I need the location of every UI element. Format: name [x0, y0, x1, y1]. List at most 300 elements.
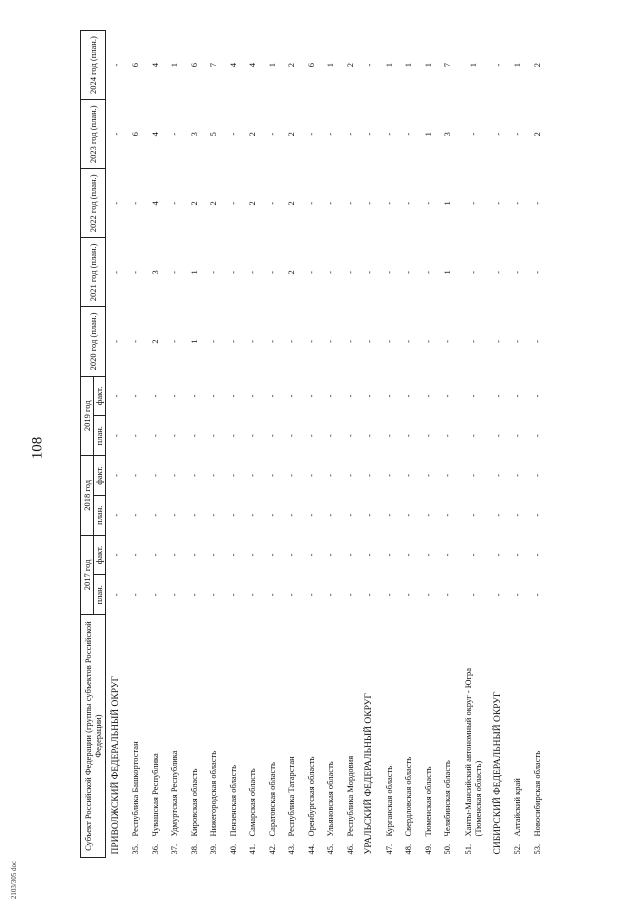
value-cell: - [422, 340, 433, 343]
value-cell: - [364, 63, 375, 67]
value-cell: 7 [442, 62, 453, 68]
subject-name: Курганская область [383, 765, 394, 837]
table-row [508, 31, 528, 858]
value-cell: - [325, 394, 336, 398]
value-cell: - [169, 201, 180, 205]
value-cell: - [130, 513, 141, 517]
value-cell: - [325, 434, 336, 438]
row-number: 39. [208, 843, 219, 855]
row-number: 35. [130, 843, 141, 855]
row-number: 44. [305, 843, 316, 855]
subject-column-header: Субъект Российской Федерации (группы субъектов Российской Федерации) [81, 615, 106, 858]
value-cell: - [531, 474, 542, 477]
value-cell: - [531, 434, 542, 438]
value-cell: - [266, 340, 277, 343]
value-cell: - [266, 434, 277, 438]
value-cell: - [110, 340, 121, 343]
table-row [379, 31, 399, 858]
value-cell: - [208, 270, 219, 274]
value-cell: - [403, 394, 414, 398]
value-cell: - [286, 513, 297, 517]
value-cell: - [130, 201, 141, 205]
value-cell: - [325, 270, 336, 274]
subject-name-cell [508, 615, 528, 858]
value-cell: - [110, 270, 121, 274]
value-cell: - [467, 394, 478, 398]
value-cell: - [403, 553, 414, 557]
value-cell: - [227, 201, 238, 205]
value-cell: - [130, 553, 141, 557]
year-header-2020: 2020 год (план.) [81, 307, 106, 376]
value-cell: - [130, 593, 141, 597]
row-number: 47. [383, 843, 394, 855]
value-cell: - [325, 513, 336, 517]
value-cell: 4 [247, 62, 258, 68]
subject-name: Самарская область [247, 768, 258, 837]
table-row [301, 31, 321, 858]
value-cell: - [422, 593, 433, 597]
value-cell: - [227, 593, 238, 597]
subject-name-cell [340, 615, 360, 858]
value-cell: - [383, 474, 394, 477]
table-container [80, 30, 620, 858]
value-cell: - [266, 270, 277, 274]
value-cell: - [325, 553, 336, 557]
subject-name: Республика Мордовия [344, 755, 355, 837]
value-cell: - [286, 593, 297, 597]
value-cell: - [247, 593, 258, 597]
subject-name-cell [223, 615, 243, 858]
subject-name-cell [262, 615, 282, 858]
subject-name-cell [379, 615, 399, 858]
value-cell: - [442, 434, 453, 438]
value-cell: - [305, 513, 316, 517]
value-cell: - [110, 474, 121, 477]
value-cell: - [247, 394, 258, 398]
value-cell: - [227, 132, 238, 136]
value-cell: - [383, 201, 394, 205]
value-cell: - [383, 340, 394, 343]
value-cell: - [149, 474, 160, 477]
value-cell: 1 [442, 270, 453, 275]
subject-name: Тюменская область [422, 766, 433, 837]
value-cell: - [169, 474, 180, 477]
value-cell: - [169, 513, 180, 517]
value-cell: - [467, 270, 478, 274]
value-cell: - [325, 340, 336, 343]
value-cell: - [110, 394, 121, 398]
value-cell: 2 [149, 339, 160, 344]
value-cell: - [422, 270, 433, 274]
value-cell: - [325, 593, 336, 597]
value-cell: - [305, 474, 316, 477]
value-cell: - [227, 434, 238, 438]
year-header-2017: 2017 год [81, 535, 94, 615]
value-cell: - [422, 553, 433, 557]
value-cell: - [512, 434, 523, 438]
value-cell: - [110, 201, 121, 205]
value-cell: - [227, 513, 238, 517]
value-cell: 1 [422, 132, 433, 137]
value-cell: - [467, 593, 478, 597]
value-cell: - [403, 513, 414, 517]
value-cell: - [130, 434, 141, 438]
value-cell: 3 [149, 270, 160, 275]
value-cell: - [305, 201, 316, 205]
value-cell: - [383, 270, 394, 274]
subject-name: Нижегородская область [208, 750, 219, 837]
value-cell: - [364, 270, 375, 274]
value-cell: - [247, 270, 258, 274]
subject-name: Челябинская область [442, 760, 453, 837]
value-cell: - [492, 201, 503, 205]
table-row [457, 31, 488, 858]
value-cell: - [286, 434, 297, 438]
value-cell: 1 [383, 62, 394, 68]
value-cell: - [344, 513, 355, 517]
value-cell: - [383, 513, 394, 517]
value-cell: 4 [227, 62, 238, 68]
table-row [262, 31, 282, 858]
subject-name: Ульяновская область [325, 761, 336, 837]
value-cell: - [512, 340, 523, 343]
value-cell: - [492, 513, 503, 517]
value-cell: - [442, 593, 453, 597]
value-cell: - [266, 513, 277, 517]
subject-name-cell [126, 615, 146, 858]
subject-name-cell [438, 615, 458, 858]
value-cell: - [492, 474, 503, 477]
year-header-2023: 2023 год (план.) [81, 100, 106, 169]
row-number: 46. [344, 843, 355, 855]
value-cell: - [422, 513, 433, 517]
table-body [106, 31, 547, 858]
value-cell: - [442, 394, 453, 398]
value-cell: - [344, 340, 355, 343]
subject-name-cell [527, 615, 547, 858]
row-number: 51. [462, 843, 473, 855]
district-row [488, 31, 508, 858]
value-cell: - [169, 434, 180, 438]
value-cell: - [149, 513, 160, 517]
value-cell: 1 [512, 62, 523, 68]
value-cell: - [305, 553, 316, 557]
value-cell: - [403, 132, 414, 136]
value-cell: 3 [188, 132, 199, 137]
row-number: 43. [286, 843, 297, 855]
value-cell: 2 [286, 132, 297, 137]
value-cell: 6 [188, 62, 199, 68]
value-cell: - [467, 201, 478, 205]
table-row [340, 31, 360, 858]
row-number: 42. [266, 843, 277, 855]
value-cell: - [531, 553, 542, 557]
value-cell: - [286, 474, 297, 477]
value-cell: 6 [130, 62, 141, 68]
value-cell: - [364, 394, 375, 398]
value-cell: - [492, 63, 503, 67]
value-cell: - [266, 132, 277, 136]
subject-name: Новосибирская область [531, 750, 542, 837]
table-row [321, 31, 341, 858]
value-cell: - [286, 553, 297, 557]
value-cell: - [531, 201, 542, 205]
value-cell: - [149, 394, 160, 398]
subject-name-cell [488, 615, 508, 858]
value-cell: 2 [247, 132, 258, 137]
value-cell: - [383, 434, 394, 438]
value-cell: 2 [208, 201, 219, 206]
value-cell: 1 [422, 62, 433, 68]
table-row [418, 31, 438, 858]
subject-name: УРАЛЬСКИЙ ФЕДЕРАЛЬНЫЙ ОКРУГ [364, 693, 375, 855]
value-cell: - [169, 270, 180, 274]
value-cell: - [208, 593, 219, 597]
value-cell: - [110, 434, 121, 438]
value-cell: - [110, 593, 121, 597]
subject-name-cell [321, 615, 341, 858]
value-cell: - [149, 553, 160, 557]
fact-header-2017: факт. [93, 535, 106, 575]
value-cell: - [442, 513, 453, 517]
subject-name-cell [457, 615, 488, 858]
value-cell: - [266, 593, 277, 597]
value-cell: - [169, 553, 180, 557]
subject-name: СИБИРСКИЙ ФЕДЕРАЛЬНЫЙ ОКРУГ [492, 691, 503, 855]
subject-name: Оренбургская область [305, 756, 316, 837]
value-cell: - [227, 553, 238, 557]
value-cell: - [512, 474, 523, 477]
value-cell: - [442, 340, 453, 343]
value-cell: - [208, 340, 219, 343]
value-cell: - [403, 201, 414, 205]
value-cell: - [531, 394, 542, 398]
value-cell: - [169, 132, 180, 136]
row-number: 36. [149, 843, 160, 855]
value-cell: - [130, 394, 141, 398]
value-cell: - [364, 340, 375, 343]
value-cell: - [467, 553, 478, 557]
year-header-2024: 2024 год (план.) [81, 31, 106, 100]
value-cell: - [305, 434, 316, 438]
value-cell: - [492, 593, 503, 597]
year-header-2019: 2019 год [81, 376, 94, 456]
subject-name-cell [145, 615, 165, 858]
value-cell: - [492, 340, 503, 343]
value-cell: - [110, 63, 121, 67]
value-cell: - [531, 593, 542, 597]
subject-name-cell [106, 615, 126, 858]
value-cell: - [467, 513, 478, 517]
value-cell: - [344, 434, 355, 438]
value-cell: 1 [169, 62, 180, 68]
value-cell: - [208, 394, 219, 398]
value-cell: - [130, 270, 141, 274]
plan-header-2018: план. [93, 495, 106, 535]
value-cell: - [531, 513, 542, 517]
value-cell: 4 [149, 132, 160, 137]
value-cell: - [305, 394, 316, 398]
value-cell: 4 [149, 62, 160, 68]
value-cell: - [492, 434, 503, 438]
value-cell: 3 [442, 132, 453, 137]
value-cell: - [383, 553, 394, 557]
value-cell: - [286, 340, 297, 343]
value-cell: - [364, 593, 375, 597]
year-header-2018: 2018 год [81, 456, 94, 536]
district-row [360, 31, 380, 858]
value-cell: - [188, 593, 199, 597]
subject-name-cell [184, 615, 204, 858]
value-cell: - [422, 474, 433, 477]
page-number: 108 [29, 436, 46, 460]
value-cell: - [442, 474, 453, 477]
value-cell: 1 [188, 270, 199, 275]
value-cell: - [227, 270, 238, 274]
subject-name-cell [301, 615, 321, 858]
value-cell: - [266, 553, 277, 557]
value-cell: - [208, 474, 219, 477]
year-header-2021: 2021 год (план.) [81, 238, 106, 307]
value-cell: - [512, 513, 523, 517]
value-cell: - [531, 340, 542, 343]
subject-name-cell [165, 615, 185, 858]
table-row [399, 31, 419, 858]
value-cell: 2 [286, 201, 297, 206]
subject-name: Удмуртская Республика [169, 750, 180, 837]
value-cell: - [403, 434, 414, 438]
value-cell: - [169, 394, 180, 398]
row-number: 53. [531, 843, 542, 855]
table-row [438, 31, 458, 858]
table-row [282, 31, 302, 858]
value-cell: - [130, 474, 141, 477]
value-cell: - [247, 513, 258, 517]
row-number: 52. [512, 843, 523, 855]
year-header-2022: 2022 год (план.) [81, 169, 106, 238]
value-cell: - [227, 394, 238, 398]
subject-name: Чувашская Республика [149, 753, 160, 837]
value-cell: - [512, 593, 523, 597]
value-cell: 2 [188, 201, 199, 206]
row-number: 41. [247, 843, 258, 855]
value-cell: 6 [130, 132, 141, 137]
subject-name-cell [282, 615, 302, 858]
value-cell: - [227, 474, 238, 477]
subject-name: Ханты-Мансийский автономный округ - Югра (Тюменская область) [462, 667, 483, 837]
value-cell: 2 [344, 62, 355, 68]
value-cell: - [383, 394, 394, 398]
value-cell: 2 [531, 62, 542, 68]
value-cell: - [247, 340, 258, 343]
value-cell: - [266, 201, 277, 205]
value-cell: - [344, 553, 355, 557]
value-cell: 1 [266, 62, 277, 68]
value-cell: - [442, 553, 453, 557]
table-row [165, 31, 185, 858]
table-row [184, 31, 204, 858]
value-cell: 1 [442, 201, 453, 206]
subjects-table [80, 30, 547, 858]
value-cell: - [325, 201, 336, 205]
value-cell: - [364, 513, 375, 517]
value-cell: - [512, 132, 523, 136]
subject-name: Кировская область [188, 768, 199, 837]
subject-name-cell [360, 615, 380, 858]
fact-header-2018: факт. [93, 456, 106, 496]
subject-name-cell [204, 615, 224, 858]
document-code: 2103/305 doc [10, 860, 18, 900]
value-cell: 5 [208, 132, 219, 137]
value-cell: - [286, 394, 297, 398]
value-cell: - [110, 132, 121, 136]
rotated-table-frame [80, 30, 620, 858]
plan-header-2019: план. [93, 416, 106, 456]
subject-name: Республика Башкортостан [130, 741, 141, 837]
value-cell: - [492, 132, 503, 136]
value-cell: - [208, 434, 219, 438]
value-cell: - [512, 270, 523, 274]
subject-name-cell [243, 615, 263, 858]
value-cell: - [364, 201, 375, 205]
value-cell: - [188, 513, 199, 517]
value-cell: - [227, 340, 238, 343]
value-cell: - [208, 513, 219, 517]
subject-name: Свердловская область [403, 756, 414, 837]
subject-name: Пензенская область [227, 765, 238, 837]
value-cell: - [344, 132, 355, 136]
value-cell: - [110, 553, 121, 557]
value-cell: - [492, 270, 503, 274]
row-number: 49. [422, 843, 433, 855]
value-cell: - [403, 340, 414, 343]
value-cell: - [492, 394, 503, 398]
value-cell: - [110, 513, 121, 517]
value-cell: - [467, 474, 478, 477]
value-cell: - [467, 340, 478, 343]
table-row [223, 31, 243, 858]
fact-header-2019: факт. [93, 376, 106, 416]
value-cell: - [364, 434, 375, 438]
value-cell: - [344, 474, 355, 477]
value-cell: - [344, 593, 355, 597]
value-cell: - [512, 394, 523, 398]
value-cell: - [305, 270, 316, 274]
row-number: 37. [169, 843, 180, 855]
subject-name: ПРИВОЛЖСКИЙ ФЕДЕРАЛЬНЫЙ ОКРУГ [110, 676, 121, 855]
value-cell: 7 [208, 62, 219, 68]
value-cell: - [364, 553, 375, 557]
value-cell: - [208, 553, 219, 557]
row-number: 48. [403, 843, 414, 855]
value-cell: - [247, 474, 258, 477]
table-header [81, 31, 106, 858]
value-cell: - [344, 201, 355, 205]
value-cell: - [403, 593, 414, 597]
value-cell: 1 [188, 339, 199, 344]
value-cell: - [188, 394, 199, 398]
value-cell: - [512, 553, 523, 557]
value-cell: - [492, 553, 503, 557]
value-cell: - [169, 340, 180, 343]
row-number: 40. [227, 843, 238, 855]
value-cell: - [422, 201, 433, 205]
value-cell: - [188, 553, 199, 557]
value-cell: - [169, 593, 180, 597]
value-cell: - [305, 593, 316, 597]
subject-name: Республика Татарстан [286, 756, 297, 837]
value-cell: - [383, 593, 394, 597]
